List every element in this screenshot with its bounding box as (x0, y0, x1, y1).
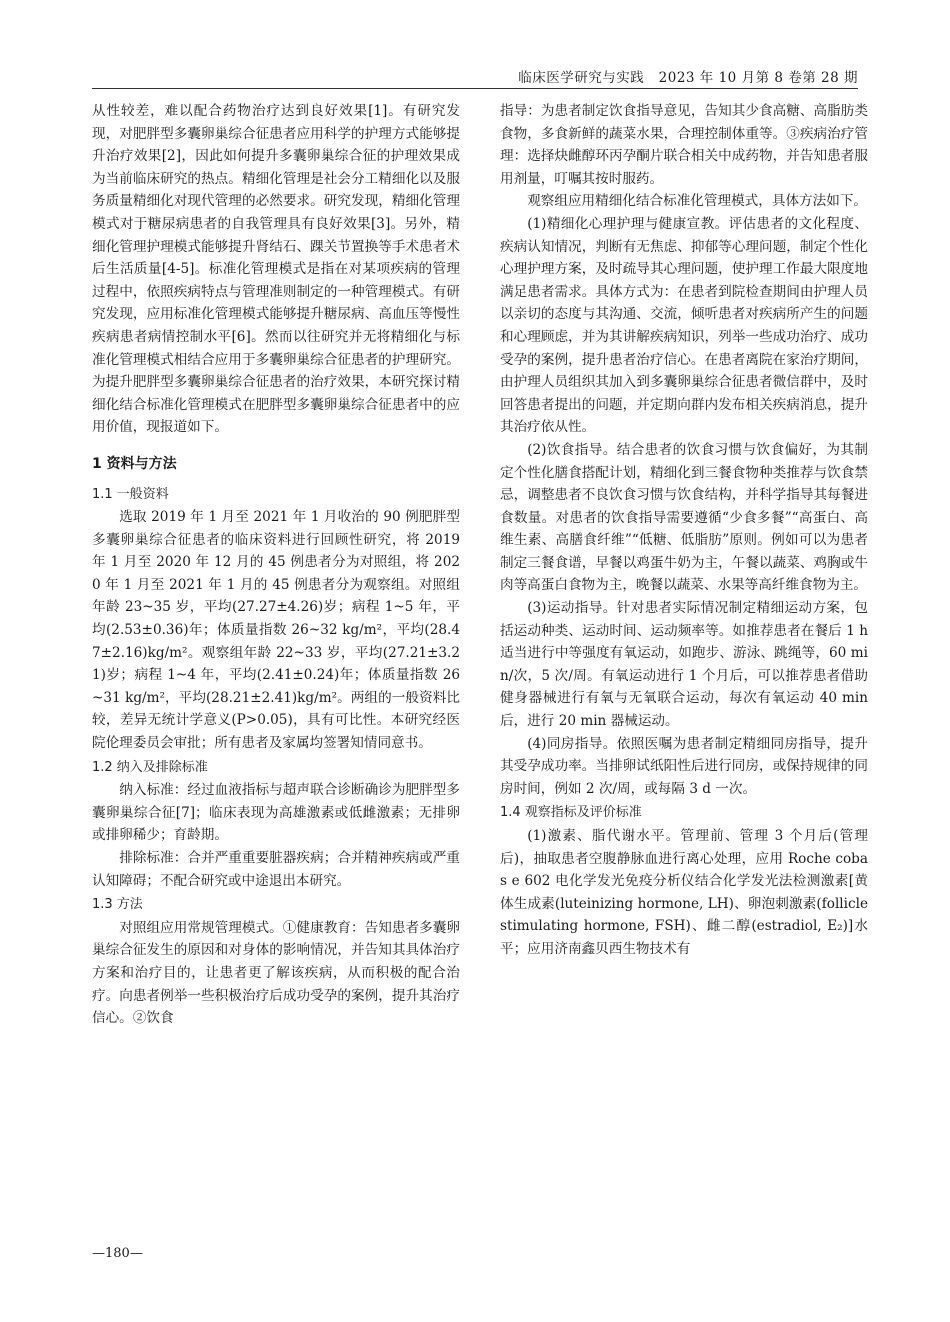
paragraph: (1)精细化心理护理与健康宣教。评估患者的文化程度、疾病认知情况，判断有无焦虑、抑郁等心理问题，制定个性化心理护理方案，及时疏导其心理问题，使护理工作最大限度地满足患者需求。具体方式为：在患者到院检查期间由护理人员以亲切的态度与其沟通、交流，倾听患者对疾病所产生的问题和心理顾虑，并为其讲解疾病知识，列举一些成功治疗、成功受孕的案例，提升患者治疗信心。在患者离院在家治疗期间，由护理人员组织其加入到多囊卵巢综合征患者微信群中，及时回答患者提出的问题，并定期向群内发布相关疾病消息，提升其治疗依从性。 (500, 215, 868, 436)
paragraph: (3)运动指导。针对患者实际情况制定精细运动方案，包括运动种类、运动时间、运动频率等。如推荐患者在餐后 1 h 适当进行中等强度有氧运动，如跑步、游泳、跳绳等，60 min/次，5 次/周。有氧运动进行 1 个月后，可以推荐患者借助健身器械进行有氧与无氧联合运动，每次有氧运动 40 min 后，进行 20 min 器械运动。 (500, 600, 868, 730)
page-number: —180— (92, 1246, 143, 1261)
paragraph: 从性较差，难以配合药物治疗达到良好效果[1]。有研究发现，对肥胖型多囊卵巢综合征患者应用科学的护理方式能够提升治疗效果[2]，因此如何提升多囊卵巢综合征的护理效果成为当前临床研究的热点。精细化管理是社会分工精细化以及服务质量精细化对现代管理的必然要求。研究发现，精细化管理模式对于糖尿病患者的自我管理具有良好效果[3]。另外，精细化管理护理模式能够提升肾结石、踝关节置换等手术患者术后生活质量[4-5]。标准化管理模式是指在对某项疾病的管理过程中，依照疾病特点与管理准则制定的一种管理模式。有研究发现，应用标准化管理模式能够提升糖尿病、高血压等慢性疾病患者病情控制水平[6]。然而以往研究并无将精细化与标准化管理模式相结合应用于多囊卵巢综合征患者的护理研究。为提升肥胖型多囊卵巢综合征患者的治疗效果，本研究探讨精细化结合标准化管理模式在肥胖型多囊卵巢综合征患者中的应用价值，现报道如下。 (92, 103, 460, 436)
journal-name: 临床医学研究与实践 (518, 70, 645, 86)
paragraph: 指导：为患者制定饮食指导意见，告知其少食高糖、高脂肪类食物，多食新鲜的蔬菜水果，合理控制体重等。③疾病治疗管理：选择炔雌醇环丙孕酮片联合相关中成药物，并告知患者服用剂量，叮嘱其按时服药。 (500, 103, 868, 187)
left-column (92, 100, 460, 1030)
journal-issue: 2023 年 10 月第 8 卷第 28 期 (658, 70, 858, 86)
subsection-heading: 1.2 纳入及排除标准 (92, 759, 208, 775)
paragraph: 对照组应用常规管理模式。①健康教育：告知患者多囊卵巢综合征发生的原因和对身体的影响情况，并告知其具体治疗方案和治疗目的，让患者更了解该疾病，从而积极的配合治疗。向患者例举一些积极治疗后成功受孕的案例，提升其治疗信心。②饮食 (92, 919, 460, 1027)
paragraph: (4)同房指导。依照医嘱为患者制定精细同房指导，提升其受孕成功率。当排卵试纸阳性后进行同房，或保持规律的同房时间，例如 2 次/周，或每隔 3 d 一次。 (500, 735, 868, 797)
journal-header (518, 66, 858, 86)
section-heading: 1 资料与方法 (92, 455, 177, 472)
paragraph: 选取 2019 年 1 月至 2021 年 1 月收治的 90 例肥胖型多囊卵巢综合征患者的临床资料进行回顾性研究，将 2019 年 1 月至 2020 年 12 月的 45 例患者分为对照组，将 2020 年 1 月至 2021 年 1 月的 45 例患者分为观察组。对照组年龄 23~35 岁，平均(27.27±4.26)岁；病程 1~5 年，平均(2.53±0.36)年；体质量指数 26~32 kg/m²，平均(28.47±2.16)kg/m²。观察组年龄 22~33 岁，平均(27.21±3.21)岁；病程 1~4 年，平均(2.41±0.24)年；体质量指数 26~31 kg/m²，平均(28.21±2.41)kg/m²。两组的一般资料比较，差异无统计学意义(P>0.05)，具有可比性。本研究经医院伦理委员会审批；所有患者及家属均签署知情同意书。 (92, 509, 460, 752)
paragraph: 纳入标准：经过血液指标与超声联合诊断确诊为肥胖型多囊卵巢综合征[7]；临床表现为高雄激素或低雌激素；无排卵或排卵稀少；育龄期。 (92, 782, 460, 844)
right-column (500, 100, 868, 961)
subsection-heading: 1.1 一般资料 (92, 486, 169, 502)
subsection-heading: 1.4 观察指标及评价标准 (500, 805, 642, 821)
paragraph: 观察组应用精细化结合标准化管理模式，具体方法如下。 (527, 193, 868, 210)
subsection-heading: 1.3 方法 (92, 897, 143, 913)
paragraph: (1)激素、脂代谢水平。管理前、管理 3 个月后(管理后)，抽取患者空腹静脉血进行离心处理，应用 Roche cobas e 602 电化学发光免疫分析仪结合化学发光法检测激素[黄体生成素(luteinizing hormone, LH)、卵泡刺激素(follicle stimulating hormone, FSH)、雌二醇(estradiol, E₂)]水平；应用济南鑫贝西生物技术有 (500, 828, 868, 957)
header-rule (92, 88, 858, 89)
paragraph: 排除标准：合并严重重要脏器疾病；合并精神疾病或严重认知障碍；不配合研究或中途退出本研究。 (92, 850, 460, 889)
paragraph: (2)饮食指导。结合患者的饮食习惯与饮食偏好，为其制定个性化膳食搭配计划，精细化到三餐食物种类推荐与饮食禁忌，调整患者不良饮食习惯与饮食结构，并科学指导其每餐进食数量。对患者的饮食指导需要遵循“少食多餐”“高蛋白、高维生素、高膳食纤维”“低糖、低脂肪”原则。例如可以为患者制定三餐食谱，早餐以鸡蛋牛奶为主，午餐以蔬菜、鸡胸或牛肉等高蛋白食物为主，晚餐以蔬菜、水果等高纤维食物为主。 (500, 441, 868, 594)
